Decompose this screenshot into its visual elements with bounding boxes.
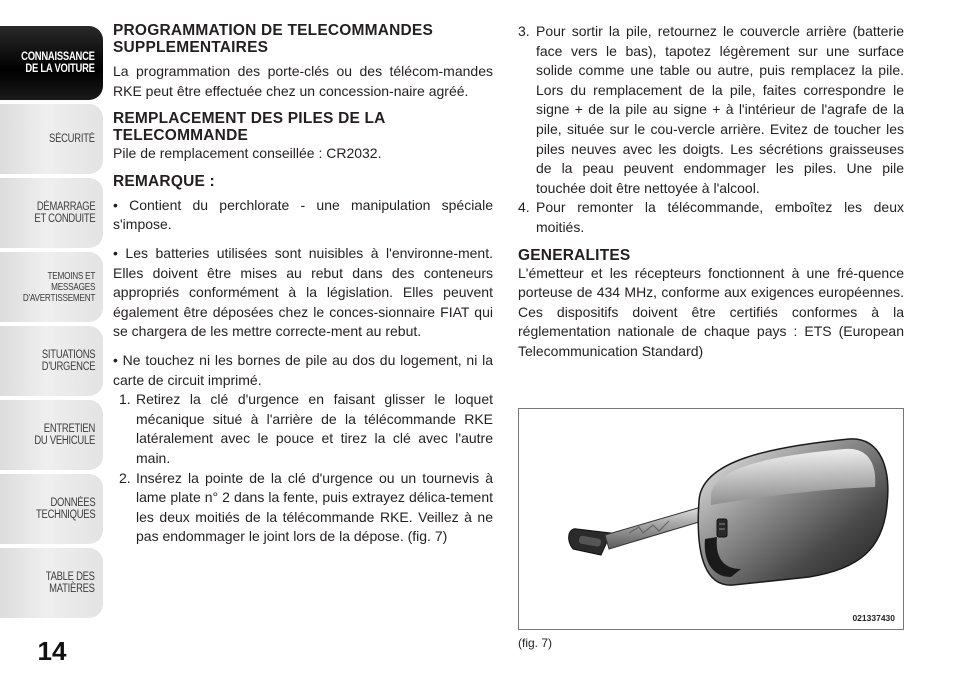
tab-label: DONNÉES TECHNIQUES — [35, 497, 95, 521]
tab-label: TABLE DES MATIÈRES — [46, 571, 95, 595]
spacer — [113, 235, 493, 244]
tab-label: SÉCURITÉ — [49, 133, 95, 145]
tab-connaissance-de-la-voiture[interactable] — [0, 26, 103, 100]
tab-entretien-du-vehicule[interactable] — [0, 400, 103, 470]
step-text: Retirez la clé d'urgence en faisant glisser le loquet mécanique situé à l'arrière de la télécommande RKE latéralement avec le pouce et tirez la clé avec l'autre main. — [136, 391, 493, 466]
bullet-perchlorate: • Contient du perchlorate - une manipulation spéciale s'impose. — [113, 196, 493, 233]
bullet-batteries: • Les batteries utilisées sont nuisibles à l'environne-ment. Elles doivent être mises au rebut dans des conteneurs appropriés conformément à la législation. Elles peuvent également être déposées chez le conces-sionnaire FIAT qui se chargera de les mettre correcte-ment au rebut. — [113, 244, 493, 340]
step-item — [113, 390, 493, 468]
tab-label: SITUATIONS D'URGENCE — [41, 349, 95, 373]
bullet-bornes: • Ne touchez ni les bornes de pile au dos du logement, ni la carte de circuit imprimé. — [113, 351, 493, 388]
figure-caption: (fig. 7) — [518, 636, 553, 650]
step-text: Insérez la pointe de la clé d'urgence ou un tournevis à lame plate n° 2 dans la fente, puis extrayez délica-tement les deux moitiés de la télécommande RKE. Veillez à ne pas endommager le joint lors de la dépose. (fig. 7) — [136, 469, 493, 545]
tab-demarrage-et-conduite[interactable] — [0, 178, 103, 248]
tab-situations-d-urgence[interactable] — [0, 326, 103, 396]
paragraph-pile-conseillee: Pile de remplacement conseillée : CR2032. — [113, 145, 382, 162]
tab-label: CONNAISSANCE DE LA VOITURE — [21, 51, 95, 75]
key-fob-illustration — [519, 409, 903, 629]
paragraph-programmation: La programmation des porte-clés ou des télécom-mandes RKE peut être effectuée chez un concession-naire agréé. — [113, 63, 493, 99]
step-number: 3. — [518, 23, 530, 39]
tab-label: DÉMARRAGE ET CONDUITE — [33, 201, 95, 225]
step-item — [518, 22, 904, 198]
left-column — [113, 22, 493, 547]
step-text: Pour remonter la télécommande, emboîtez les deux moitiés. — [536, 199, 904, 235]
heading-generalites: GENERALITES — [518, 246, 631, 264]
right-column — [518, 22, 904, 362]
tab-label: TEMOINS ET MESSAGES D'AVERTISSEMENT — [22, 270, 95, 304]
spacer — [518, 238, 904, 247]
step-text: Pour sortir la pile, retournez le couvercle arrière (batterie face vers le bas), tapotez légèrement sur une surface solide comme une table ou autre, puis remplacez la pile. Lors du remplacement de la pile, faites correspondre le signe + de la pile au signe + à l'intérieur de l'agrafe de la pile, située sur le cou-vercle arrière. Evitez de toucher les piles neuves avec les doigts. Les sécrétions graisseuses de la peau peuvent endommager les piles. Une pile touchée doit être nettoyée à l'alcool. — [536, 23, 904, 196]
chapter-sidebar — [0, 0, 106, 678]
tab-securite[interactable] — [0, 104, 103, 174]
tab-label: ENTRETIEN DU VEHICULE — [34, 423, 95, 447]
tab-table-des-matieres[interactable] — [0, 548, 103, 618]
figure-code: 021337430 — [852, 613, 895, 623]
heading-remarque: REMARQUE : — [113, 172, 215, 190]
page-number: 14 — [37, 636, 67, 666]
step-number: 4. — [518, 199, 530, 216]
step-number: 1. — [119, 391, 131, 408]
step-number: 2. — [119, 469, 131, 486]
tab-temoins-et-messages[interactable] — [0, 252, 103, 322]
heading-remplacement-piles: REMPLACEMENT DES PILES DE LA TELECOMMANDE — [113, 110, 385, 145]
heading-programmation: PROGRAMMATION DE TELECOMMANDES SUPPLEMENTAIRES — [113, 22, 434, 56]
spacer — [113, 164, 493, 173]
spacer — [113, 342, 493, 351]
step-item — [518, 198, 904, 237]
tab-donnees-techniques[interactable] — [0, 474, 103, 544]
step-item — [113, 469, 493, 547]
spacer — [113, 101, 493, 110]
paragraph-generalites: L'émetteur et les récepteurs fonctionnent à une fré-quence porteuse de 434 MHz, conforme aux exigences européennes. Ces dispositifs doivent être certifiés conformes à la réglementation nationale de chaque pays : ETS (European Telecommunication Standard) — [518, 264, 904, 359]
figure-key-fob — [518, 408, 904, 630]
